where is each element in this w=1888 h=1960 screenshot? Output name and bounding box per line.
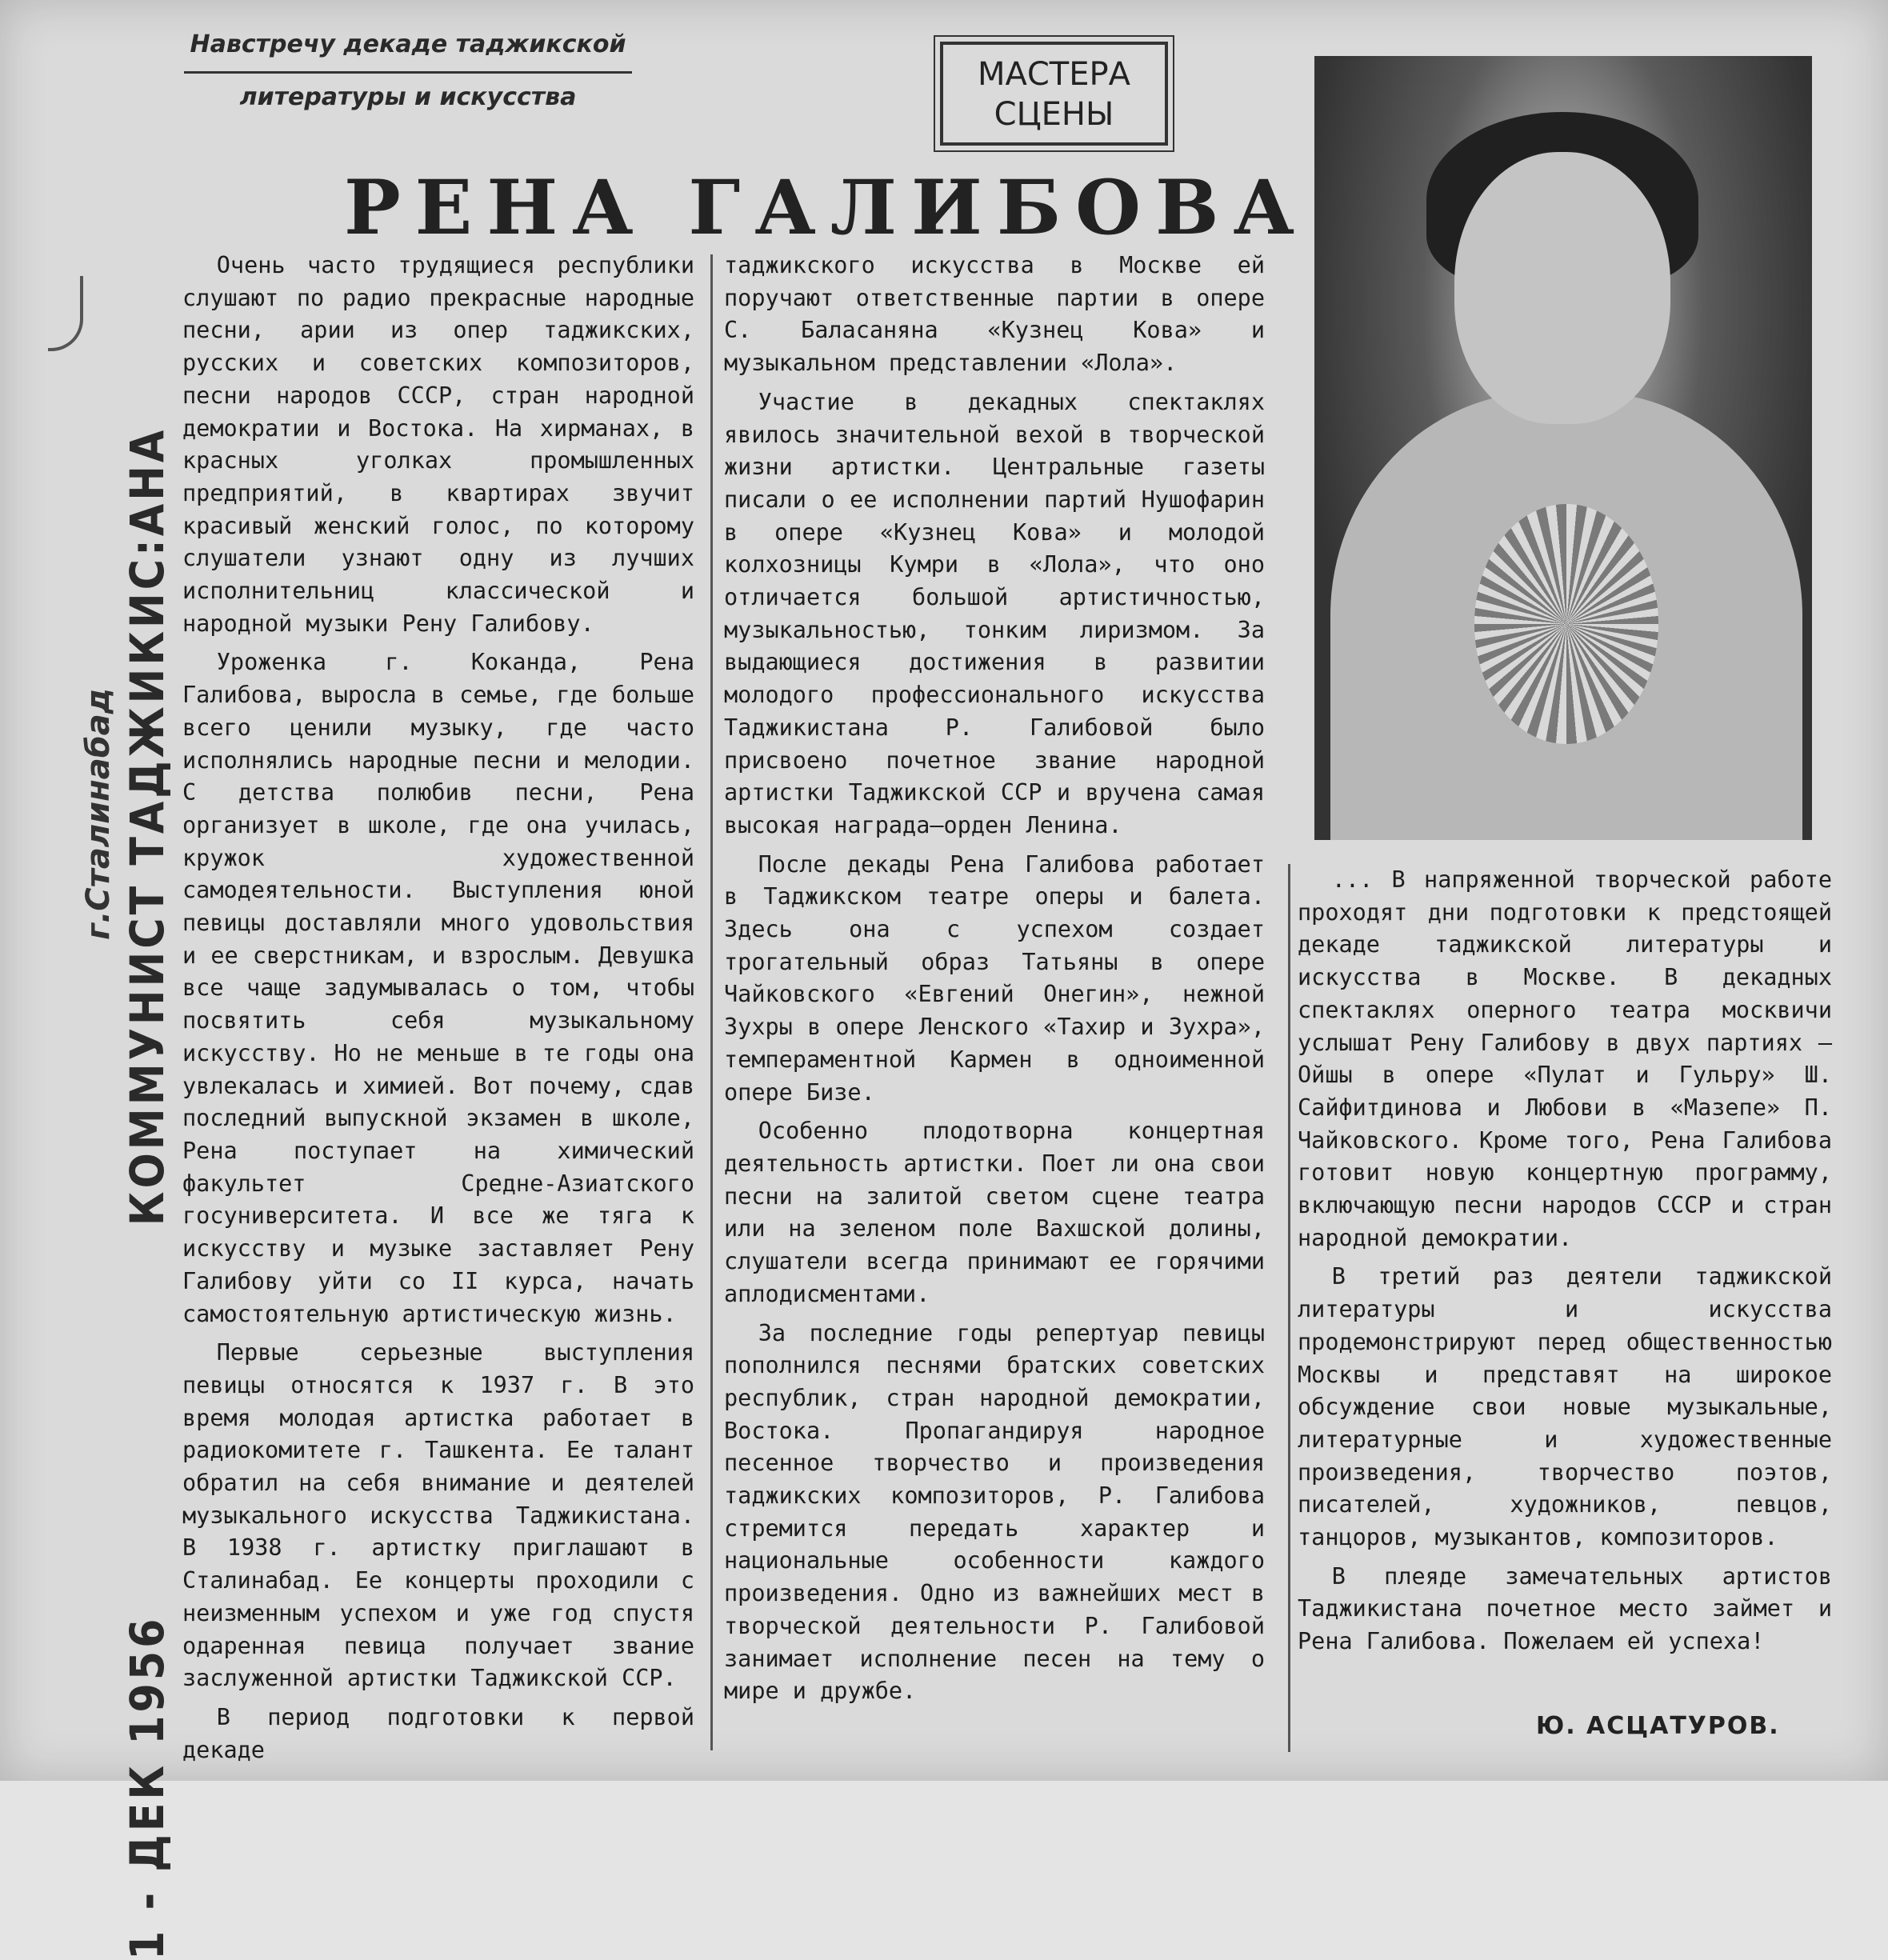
col1-paragraph: Очень часто трудящиеся республики слушают по радио прекрасные народные песни, арии из опер таджикских, русских и советских композиторов, песни народов СССР, стран народной демократии и Востока. На хирманах, в красных уголках промышленных предприятий, в квартирах звучит красивый женский голос, по которому слушатели узнают одну из лучших исполнительниц классической и народной музыки Рену Галибову. (182, 252, 694, 637)
photo-face (1454, 152, 1670, 424)
rubric-line-2: литературы и искусства (239, 83, 577, 111)
col2-paragraph: После декады Рена Галибова работает в Таджикском театре оперы и балета. Здесь она с успехом создает трогательный образ Татьяны в опере Чайковского «Евгений Онегин», нежной Зухры в опере Ленского «Тахир и Зухра», темпераментной Кармен в одноименной опере Бизе. (724, 850, 1265, 1106)
stamp-paper-name: КОММУНИСТ ТАДЖИКИС:АНА (120, 426, 174, 1226)
col2-paragraph: Участие в декадных спектаклях явилось значительной вехой в творческой жизни артистки. Центральные газеты писали о ее исполнении партий Нушофарин в опере «Кузнец Кова» и молодой колхозницы Кумри в «Лола», что оно отличается большой артистичностью, музыкальностью, тонким лиризмом. За выдающиеся достижения в развитии молодого профессионального искусства Таджикистана Р. Галибовой было присвоено почетное звание народной артистки Таджикской ССР и вручена самая высокая награда—орден Ленина. (724, 388, 1265, 838)
col2-paragraph: За последние годы репертуар певицы пополнился песнями братских советских республик, стран народной демократии, Востока. Пропагандируя народное песенное творчество и произведения таджикских композиторов, Р. Галибова стремится передать характер и национальные особенности каждого произведения. Одно из важнейших мест в творческой деятельности Р. Галибовой занимает исполнение песен на тему о мире и дружбе. (724, 1319, 1265, 1705)
col3-paragraph: ... В напряженной творческой работе проходят дни подготовки к предстоящей декаде таджикской литературы и искусства в Москве. В декадных спектаклях оперного театра москвичи услышат Рену Галибову в двух партиях — Ойшы в опере «Пулат и Гульру» Ш. Сайфитдинова и Любови в «Мазепе» П. Чайковского. Кроме того, Рена Галибова готовит новую концертную программу, включающую песни народов СССР и стран народной демократии. (1298, 866, 1832, 1251)
handwritten-note: г.Сталинабад (80, 688, 117, 940)
rubric-header (184, 30, 632, 111)
col2-paragraph: Особенно плодотворна концертная деятельность артистки. Поет ли она свои песни на залитой светом сцене театра или на зеленом поле Вахшской долины, слушатели всегда принимают ее горячими аплодисментами. (724, 1118, 1265, 1307)
col3-paragraph: В третий раз деятели таджикской литературы и искусства продемонстрируют перед общественностью Москвы и представят на широкое обсуждение свои новые музыкальные, литературные и художественные произведения, творчество поэтов, писателей, художников, певцов, танцоров, музыкантов, композиторов. (1298, 1263, 1832, 1551)
col1-paragraph: Уроженка г. Коканда, Рена Галибова, выросла в семье, где больше всего ценили музыку, где часто исполнялись народные песни и мелодии. С детства полюбив песни, Рена организует в школе, где она училась, кружок художественной самодеятельности. Выступления юной певицы доставляли много удовольствия и ее сверстникам, и взрослым. Девушка все чаще задумывалась о том, чтобы посвятить себя музыкальному искусству. Но не меньше в те годы она увлекалась и химией. Вот почему, сдав последний выпускной экзамен в школе, Рена поступает на химический факультет Средне-Азиатского госуниверситета. И все же тяга к искусству и музыке заставляет Рену Галибову уйти со II курса, начать самостоятельную артистическую жизнь. (182, 649, 694, 1327)
section-label-box (940, 42, 1168, 146)
column-3 (1298, 864, 1832, 1658)
portrait-photo (1314, 56, 1812, 840)
col1-paragraph: Первые серьезные выступления певицы относятся к 1937 г. В это время молодая артистка работает в радиокомитете г. Ташкента. Ее талант обратил на себя внимание и деятелей музыкального искусства Таджикистана. В 1938 г. артистку приглашают в Сталинабад. Ее концерты проходили с неизменным успехом и уже год спустя одаренная певица получает звание заслуженной артистки Таджикской ССР. (182, 1339, 694, 1692)
column-divider-1 (710, 254, 713, 1750)
section-label-line-1: МАСТЕРА (978, 56, 1130, 93)
section-label-line-2: СЦЕНЫ (994, 96, 1114, 133)
stamp-date: 1 - ДЕК 1956 (120, 1615, 174, 1960)
pencil-mark (48, 276, 83, 351)
article-title: РЕНА ГАЛИБОВА (344, 164, 1310, 252)
author-signature: Ю. АСЦАТУРОВ. (1536, 1712, 1780, 1740)
col1-paragraph: В период подготовки к первой декаде (182, 1703, 694, 1763)
column-divider-2 (1288, 864, 1290, 1752)
column-1 (182, 250, 694, 1766)
col2-paragraph: таджикского искусства в Москве ей поручают ответственные партии в опере С. Баласаняна «Кузнец Кова» и музыкальном представлении «Лола». (724, 252, 1265, 377)
rubric-line-1: Навстречу декаде таджикской (184, 30, 632, 74)
photo-fan (1474, 504, 1658, 744)
column-2 (724, 250, 1265, 1708)
col3-paragraph: В плеяде замечательных артистов Таджикистана почетное место займет и Рена Галибова. Пожелаем ей успеха! (1298, 1562, 1832, 1655)
